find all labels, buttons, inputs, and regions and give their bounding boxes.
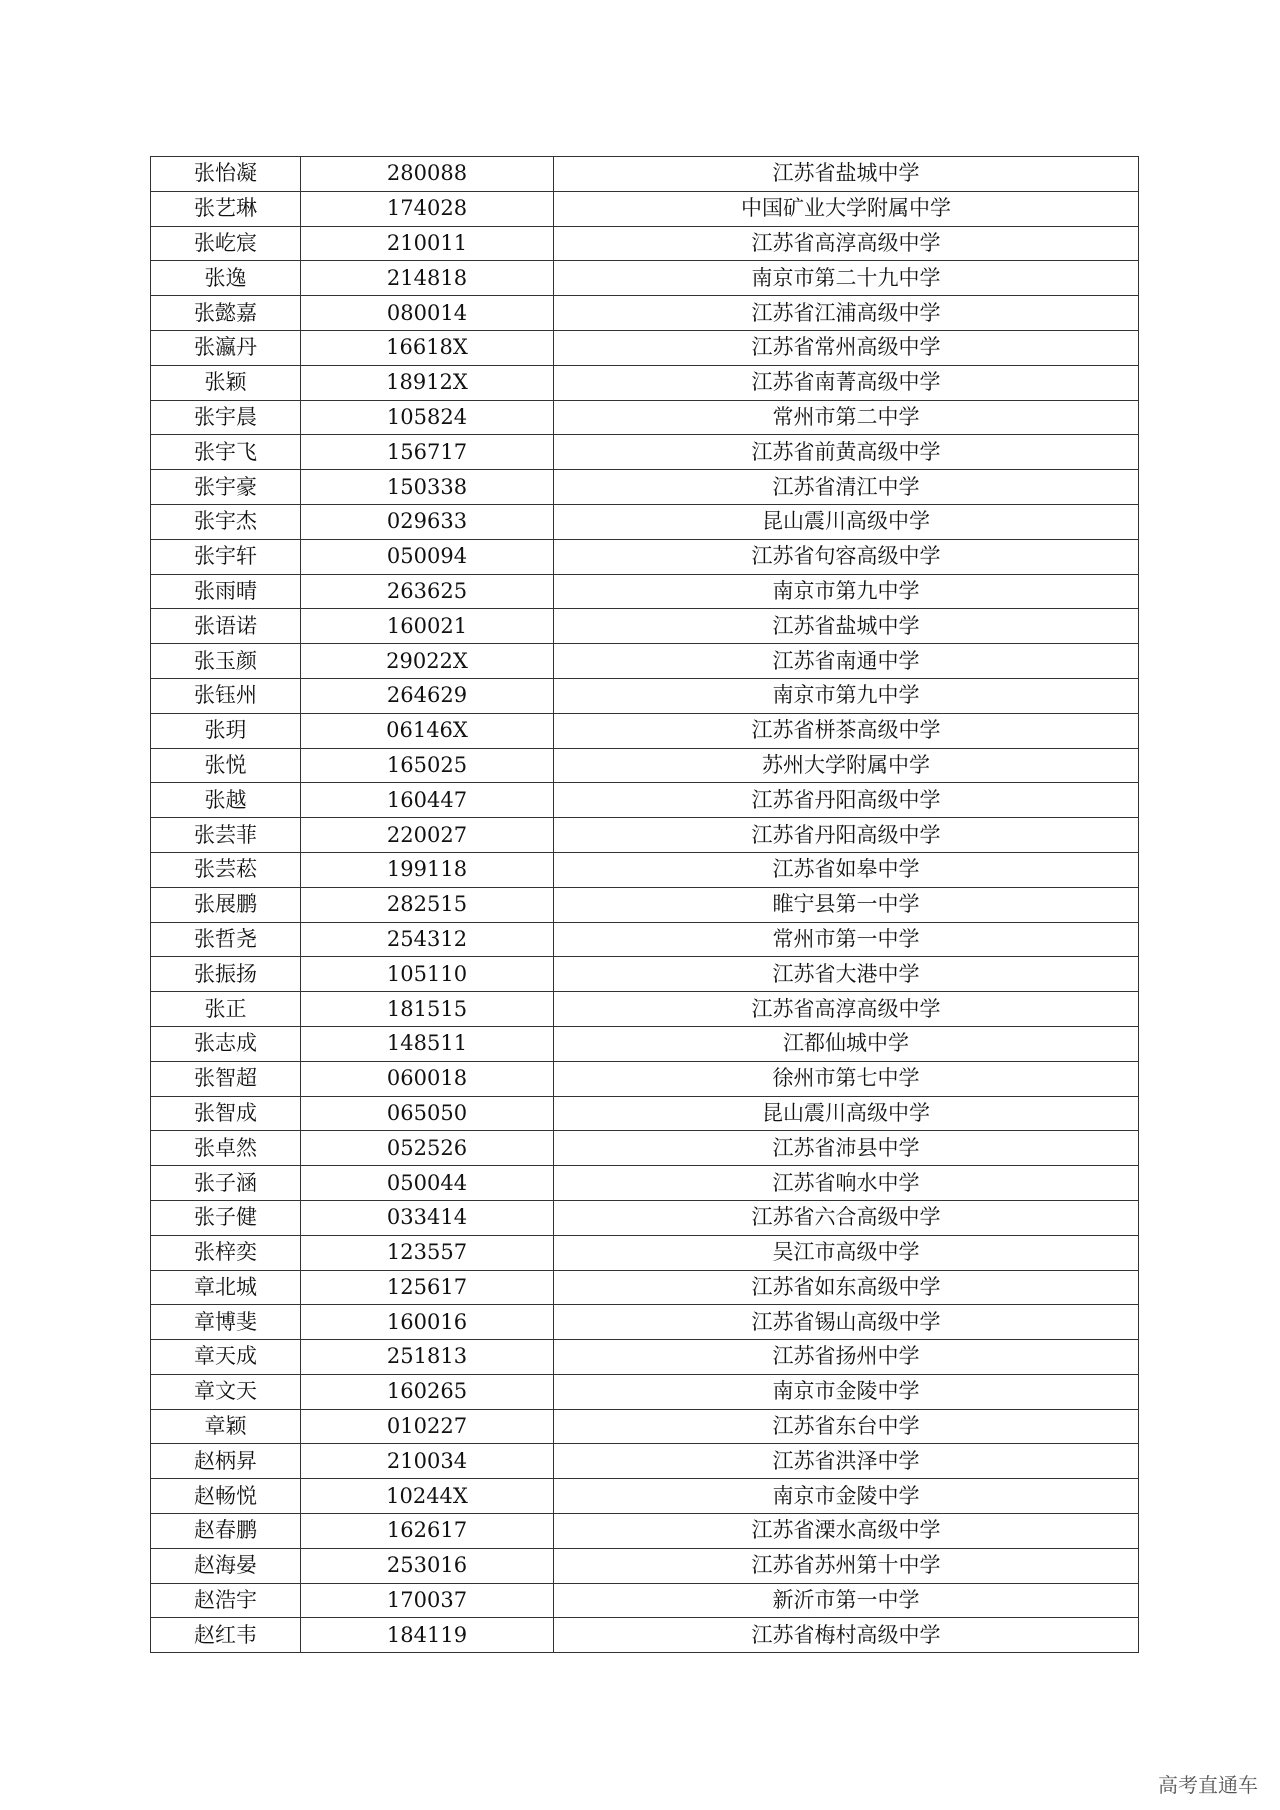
school-name-cell: 江苏省栟茶高级中学 (554, 713, 1139, 748)
school-name-cell: 江苏省盐城中学 (554, 157, 1139, 192)
candidate-id-cell: 280088 (301, 157, 554, 192)
candidate-id-cell: 029633 (301, 504, 554, 539)
candidate-id-cell: 033414 (301, 1200, 554, 1235)
candidate-id-cell: 050044 (301, 1166, 554, 1201)
school-name-cell: 睢宁县第一中学 (554, 887, 1139, 922)
student-name-cell: 张宇飞 (151, 435, 301, 470)
student-name-cell: 张智成 (151, 1096, 301, 1131)
candidate-id-cell: 065050 (301, 1096, 554, 1131)
table-row (151, 1514, 1139, 1549)
candidate-id-cell: 18912X (301, 365, 554, 400)
student-name-cell: 张哲尧 (151, 922, 301, 957)
candidate-id-cell: 251813 (301, 1340, 554, 1375)
candidate-id-cell: 16618X (301, 330, 554, 365)
student-name-cell: 张梓奕 (151, 1235, 301, 1270)
table-row (151, 1166, 1139, 1201)
candidate-id-cell: 214818 (301, 261, 554, 296)
table-row (151, 1548, 1139, 1583)
student-name-cell: 张宇晨 (151, 400, 301, 435)
table-row (151, 400, 1139, 435)
table-row (151, 330, 1139, 365)
table-row (151, 191, 1139, 226)
school-name-cell: 江苏省大港中学 (554, 957, 1139, 992)
candidate-id-cell: 010227 (301, 1409, 554, 1444)
school-name-cell: 江苏省苏州第十中学 (554, 1548, 1139, 1583)
candidate-id-cell: 170037 (301, 1583, 554, 1618)
school-name-cell: 南京市第二十九中学 (554, 261, 1139, 296)
school-name-cell: 江苏省沛县中学 (554, 1131, 1139, 1166)
candidate-id-cell: 210034 (301, 1444, 554, 1479)
candidate-id-cell: 052526 (301, 1131, 554, 1166)
watermark-label: 高考直通车 (1158, 1773, 1258, 1797)
school-name-cell: 江苏省前黄高级中学 (554, 435, 1139, 470)
student-name-cell: 张悦 (151, 748, 301, 783)
student-name-cell: 张玥 (151, 713, 301, 748)
school-name-cell: 徐州市第七中学 (554, 1061, 1139, 1096)
table-row (151, 539, 1139, 574)
candidate-id-cell: 06146X (301, 713, 554, 748)
table-row (151, 1131, 1139, 1166)
table-row (151, 783, 1139, 818)
student-list-body (151, 157, 1139, 1653)
student-name-cell: 赵海晏 (151, 1548, 301, 1583)
student-name-cell: 章北城 (151, 1270, 301, 1305)
table-row (151, 1444, 1139, 1479)
table-row (151, 1096, 1139, 1131)
student-name-cell: 张子健 (151, 1200, 301, 1235)
candidate-id-cell: 253016 (301, 1548, 554, 1583)
school-name-cell: 中国矿业大学附属中学 (554, 191, 1139, 226)
school-name-cell: 江苏省南菁高级中学 (554, 365, 1139, 400)
table-row (151, 609, 1139, 644)
school-name-cell: 江苏省丹阳高级中学 (554, 818, 1139, 853)
school-name-cell: 南京市第九中学 (554, 574, 1139, 609)
table-row (151, 261, 1139, 296)
table-row (151, 296, 1139, 331)
school-name-cell: 昆山震川高级中学 (554, 504, 1139, 539)
candidate-id-cell: 150338 (301, 470, 554, 505)
school-name-cell: 新沂市第一中学 (554, 1583, 1139, 1618)
school-name-cell: 江苏省如皋中学 (554, 852, 1139, 887)
candidate-id-cell: 165025 (301, 748, 554, 783)
student-name-cell: 章博斐 (151, 1305, 301, 1340)
candidate-id-cell: 050094 (301, 539, 554, 574)
student-name-cell: 张屹宸 (151, 226, 301, 261)
school-name-cell: 江苏省锡山高级中学 (554, 1305, 1139, 1340)
student-name-cell: 赵浩宇 (151, 1583, 301, 1618)
student-name-cell: 张芸菘 (151, 852, 301, 887)
candidate-id-cell: 254312 (301, 922, 554, 957)
school-name-cell: 江苏省丹阳高级中学 (554, 783, 1139, 818)
table-row (151, 1026, 1139, 1061)
school-name-cell: 江苏省响水中学 (554, 1166, 1139, 1201)
candidate-id-cell: 123557 (301, 1235, 554, 1270)
school-name-cell: 江苏省扬州中学 (554, 1340, 1139, 1375)
student-name-cell: 张玉颜 (151, 644, 301, 679)
table-row (151, 226, 1139, 261)
table-row (151, 1409, 1139, 1444)
table-row (151, 1374, 1139, 1409)
student-name-cell: 张钰州 (151, 678, 301, 713)
school-name-cell: 江苏省高淳高级中学 (554, 226, 1139, 261)
table-row (151, 644, 1139, 679)
school-name-cell: 江苏省常州高级中学 (554, 330, 1139, 365)
table-row (151, 1340, 1139, 1375)
school-name-cell: 江苏省江浦高级中学 (554, 296, 1139, 331)
table-row (151, 470, 1139, 505)
table-row (151, 1583, 1139, 1618)
candidate-id-cell: 199118 (301, 852, 554, 887)
candidate-id-cell: 263625 (301, 574, 554, 609)
candidate-id-cell: 160447 (301, 783, 554, 818)
school-name-cell: 江苏省清江中学 (554, 470, 1139, 505)
table-row (151, 1061, 1139, 1096)
table-row (151, 1618, 1139, 1653)
school-name-cell: 江苏省南通中学 (554, 644, 1139, 679)
candidate-id-cell: 160021 (301, 609, 554, 644)
table-row (151, 922, 1139, 957)
table-row (151, 1200, 1139, 1235)
school-name-cell: 南京市第九中学 (554, 678, 1139, 713)
student-name-cell: 张瀛丹 (151, 330, 301, 365)
student-name-cell: 张宇豪 (151, 470, 301, 505)
table-row (151, 1479, 1139, 1514)
table-row (151, 713, 1139, 748)
student-name-cell: 张正 (151, 992, 301, 1027)
table-row (151, 748, 1139, 783)
school-name-cell: 江苏省洪泽中学 (554, 1444, 1139, 1479)
student-name-cell: 张志成 (151, 1026, 301, 1061)
table-row (151, 818, 1139, 853)
student-name-cell: 章天成 (151, 1340, 301, 1375)
table-row (151, 1235, 1139, 1270)
student-name-cell: 赵畅悦 (151, 1479, 301, 1514)
school-name-cell: 江苏省盐城中学 (554, 609, 1139, 644)
candidate-id-cell: 160265 (301, 1374, 554, 1409)
candidate-id-cell: 080014 (301, 296, 554, 331)
student-name-cell: 张振扬 (151, 957, 301, 992)
school-name-cell: 昆山震川高级中学 (554, 1096, 1139, 1131)
table-row (151, 365, 1139, 400)
table-row (151, 574, 1139, 609)
table-row (151, 887, 1139, 922)
candidate-id-cell: 060018 (301, 1061, 554, 1096)
student-name-cell: 张越 (151, 783, 301, 818)
student-name-cell: 张艺琳 (151, 191, 301, 226)
school-name-cell: 南京市金陵中学 (554, 1479, 1139, 1514)
school-name-cell: 常州市第二中学 (554, 400, 1139, 435)
candidate-id-cell: 156717 (301, 435, 554, 470)
candidate-id-cell: 160016 (301, 1305, 554, 1340)
school-name-cell: 江苏省高淳高级中学 (554, 992, 1139, 1027)
candidate-id-cell: 125617 (301, 1270, 554, 1305)
student-name-cell: 赵柄昇 (151, 1444, 301, 1479)
student-name-cell: 赵红韦 (151, 1618, 301, 1653)
school-name-cell: 江苏省六合高级中学 (554, 1200, 1139, 1235)
student-name-cell: 章文天 (151, 1374, 301, 1409)
candidate-id-cell: 184119 (301, 1618, 554, 1653)
table-row (151, 957, 1139, 992)
school-name-cell: 吴江市高级中学 (554, 1235, 1139, 1270)
candidate-id-cell: 210011 (301, 226, 554, 261)
candidate-id-cell: 10244X (301, 1479, 554, 1514)
table-row (151, 678, 1139, 713)
candidate-id-cell: 29022X (301, 644, 554, 679)
candidate-id-cell: 174028 (301, 191, 554, 226)
school-name-cell: 江苏省梅村高级中学 (554, 1618, 1139, 1653)
student-name-cell: 张懿嘉 (151, 296, 301, 331)
table-row (151, 1305, 1139, 1340)
student-name-cell: 张宇轩 (151, 539, 301, 574)
table-row (151, 992, 1139, 1027)
school-name-cell: 江苏省东台中学 (554, 1409, 1139, 1444)
school-name-cell: 常州市第一中学 (554, 922, 1139, 957)
student-name-cell: 张颖 (151, 365, 301, 400)
student-name-cell: 张语诺 (151, 609, 301, 644)
student-name-cell: 赵春鹏 (151, 1514, 301, 1549)
candidate-id-cell: 282515 (301, 887, 554, 922)
student-name-cell: 张智超 (151, 1061, 301, 1096)
table-row (151, 435, 1139, 470)
student-name-cell: 张怡凝 (151, 157, 301, 192)
school-name-cell: 南京市金陵中学 (554, 1374, 1139, 1409)
candidate-id-cell: 148511 (301, 1026, 554, 1061)
student-list-table (150, 156, 1139, 1653)
candidate-id-cell: 162617 (301, 1514, 554, 1549)
school-name-cell: 江都仙城中学 (554, 1026, 1139, 1061)
school-name-cell: 江苏省句容高级中学 (554, 539, 1139, 574)
student-name-cell: 张卓然 (151, 1131, 301, 1166)
candidate-id-cell: 105110 (301, 957, 554, 992)
student-name-cell: 张宇杰 (151, 504, 301, 539)
school-name-cell: 苏州大学附属中学 (554, 748, 1139, 783)
candidate-id-cell: 181515 (301, 992, 554, 1027)
table-row (151, 504, 1139, 539)
school-name-cell: 江苏省溧水高级中学 (554, 1514, 1139, 1549)
candidate-id-cell: 220027 (301, 818, 554, 853)
table-row (151, 852, 1139, 887)
table-row (151, 157, 1139, 192)
student-name-cell: 章颖 (151, 1409, 301, 1444)
student-name-cell: 张芸菲 (151, 818, 301, 853)
student-name-cell: 张展鹏 (151, 887, 301, 922)
student-name-cell: 张雨晴 (151, 574, 301, 609)
candidate-id-cell: 105824 (301, 400, 554, 435)
student-name-cell: 张逸 (151, 261, 301, 296)
student-name-cell: 张子涵 (151, 1166, 301, 1201)
table-row (151, 1270, 1139, 1305)
school-name-cell: 江苏省如东高级中学 (554, 1270, 1139, 1305)
candidate-id-cell: 264629 (301, 678, 554, 713)
